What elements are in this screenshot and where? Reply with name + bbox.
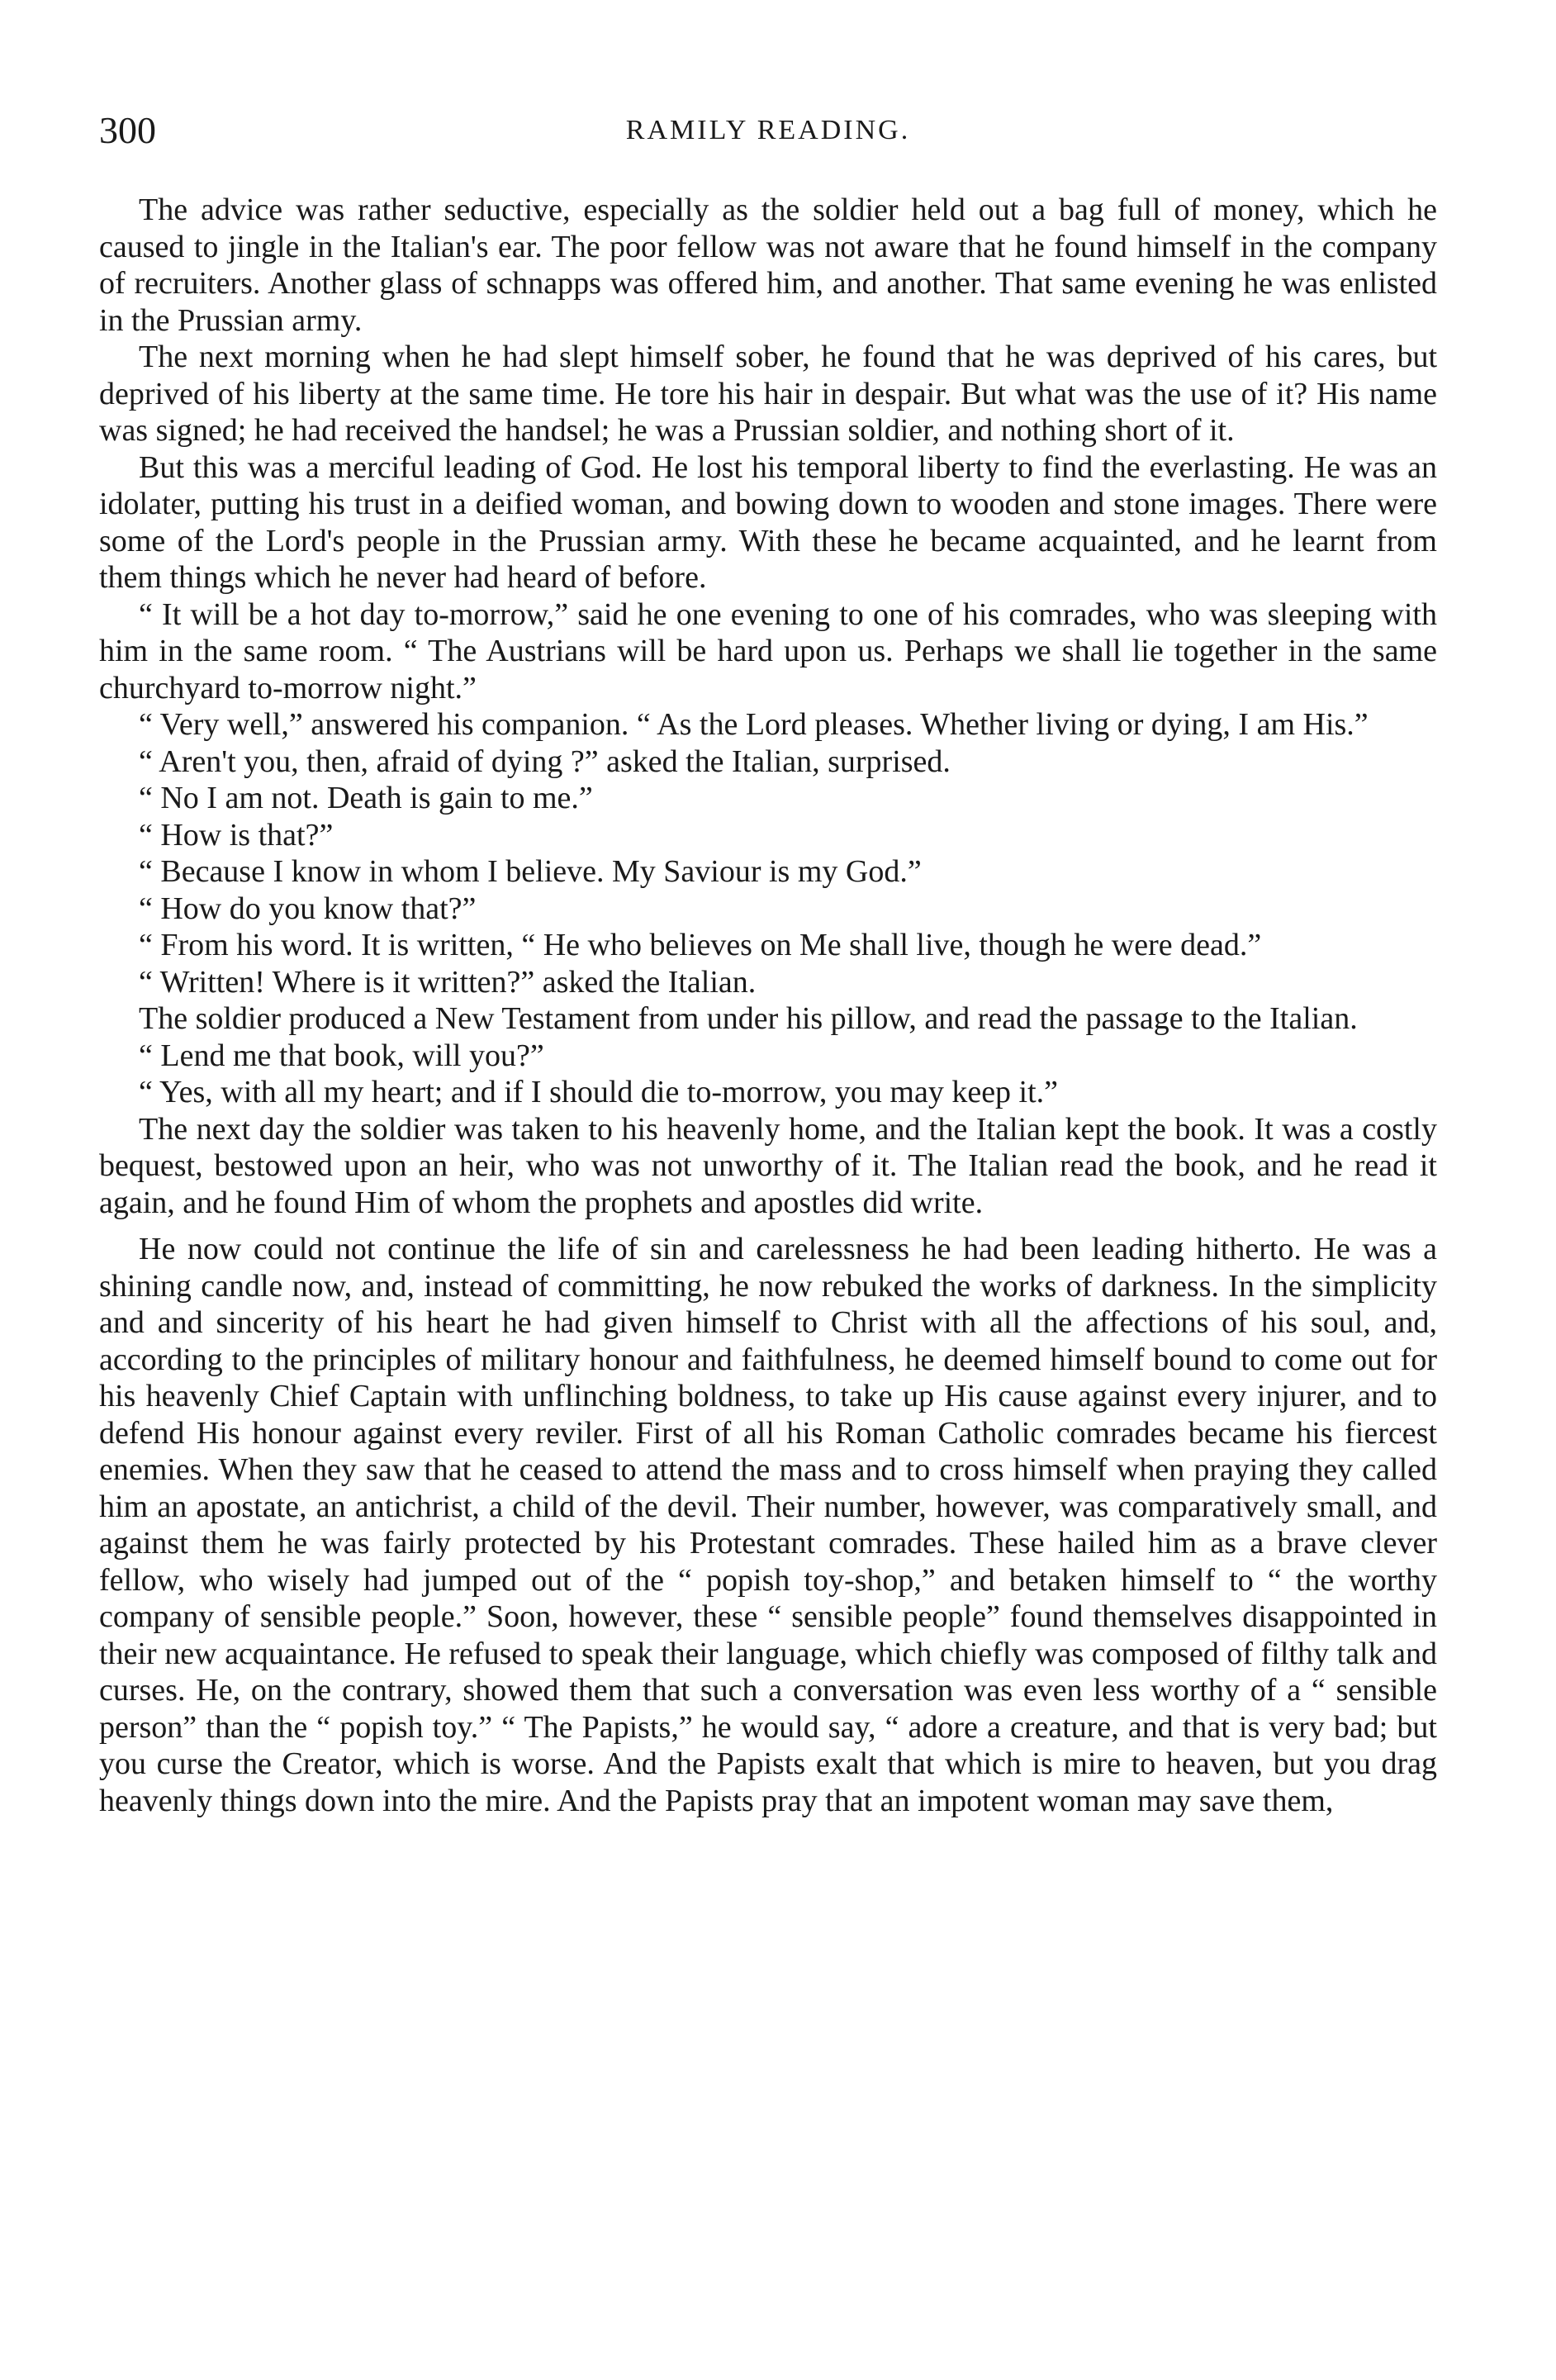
paragraph: “ It will be a hot day to-morrow,” said he one evening to one of his comrades, who was sleeping with him in the same room. “ The Austrians will be hard upon us. Perhaps we shall lie together in the same churchyard to-morrow night.” — [99, 596, 1437, 705]
paragraph: But this was a merciful leading of God. He lost his temporal liberty to find the everlasting. He was an idolater, putting his trust in a deified woman, and bowing down to wooden and stone images. There were some of the Lord's people in the Prussian army. With these he became acquainted, and he learnt from them things which he never had heard of before. — [99, 449, 1437, 595]
paragraph: The next morning when he had slept himself sober, he found that he was deprived of his cares, but deprived of his liberty at the same time. He tore his hair in despair. But what was the use of it? His name was signed; he had received the handsel; he was a Prussian soldier, and nothing short of it. — [99, 340, 1437, 448]
paragraph: The next day the soldier was taken to his heavenly home, and the Italian kept the book. It was a costly bequest, bestowed upon an heir, who was not unworthy of it. The Italian read the book, and he read it again, and he found Him of whom the prophets and apostles did write. — [99, 1111, 1437, 1220]
paragraph: “ Very well,” answered his companion. “ As the Lord pleases. Whether living or dying, I am His.” — [139, 707, 1369, 742]
paragraph: “ Aren't you, then, afraid of dying ?” asked the Italian, surprised. — [139, 743, 951, 779]
paragraph: The soldier produced a New Testament from under his pillow, and read the passage to the Italian. — [139, 1001, 1358, 1036]
running-head — [99, 106, 1437, 155]
paragraph: “ Written! Where is it written?” asked the Italian. — [139, 964, 757, 1000]
paragraph: “ Lend me that book, will you?” — [139, 1038, 544, 1073]
page-number: 300 — [99, 109, 156, 151]
paragraph: The advice was rather seductive, especially as the soldier held out a bag full of money, which he caused to jingle in the Italian's ear. The poor fellow was not aware that he found himself in the company of recruiters. Another glass of schnapps was offered him, and another. That same evening he was enlisted in the Prussian army. — [99, 192, 1437, 338]
body-text — [99, 192, 1437, 1819]
paragraph: “ Because I know in whom I believe. My Saviour is my God.” — [139, 854, 922, 889]
paragraph: He now could not continue the life of sin and carelessness he had been leading hitherto. He was a shining candle now, and, instead of committing, he now rebuked the works of darkness. In the simplicity and and sincerity of his heart he had given himself to Christ with all the affections of his soul, and, according to the principles of military honour and faithfulness, he deemed himself bound to come out for his heavenly Chief Captain with unflinching boldness, to take up His cause against every injurer, and to defend His honour against every reviler. First of all his Roman Catholic comrades became his fiercest enemies. When they saw that he ceased to attend the mass and to cross himself when praying they called him an apostate, an antichrist, a child of the devil. Their number, however, was comparatively small, and against them he was fairly protected by his Protestant comrades. These hailed him as a brave clever fellow, who wisely had jumped out of the “ popish toy-shop,” and betaken himself to “ the worthy company of sensible people.” Soon, however, these “ sensible people” found themselves disappointed in their new acquaintance. He refused to speak their language, which chiefly was composed of filthy talk and curses. He, on the contrary, showed them that such a conversation was even less worthy of a “ sensible person” than the “ popish toy.” “ The Papists,” he would say, “ adore a creature, and that is very bad; but you curse the Creator, which is worse. And the Papists exalt that which is mire to heaven, but you drag heavenly things down into the mire. And the Papists pray that an impotent woman may save them, — [99, 1232, 1437, 1818]
paragraph: “ Yes, with all my heart; and if I should die to-morrow, you may keep it.” — [139, 1075, 1059, 1109]
paragraph: “ No I am not. Death is gain to me.” — [139, 781, 593, 815]
paragraph: “ How do you know that?” — [139, 891, 477, 926]
paragraph: “ How is that?” — [139, 817, 334, 853]
paragraph: “ From his word. It is written, “ He who believes on Me shall live, though he were dead.” — [139, 928, 1262, 962]
running-title: RAMILY READING. — [625, 115, 911, 145]
